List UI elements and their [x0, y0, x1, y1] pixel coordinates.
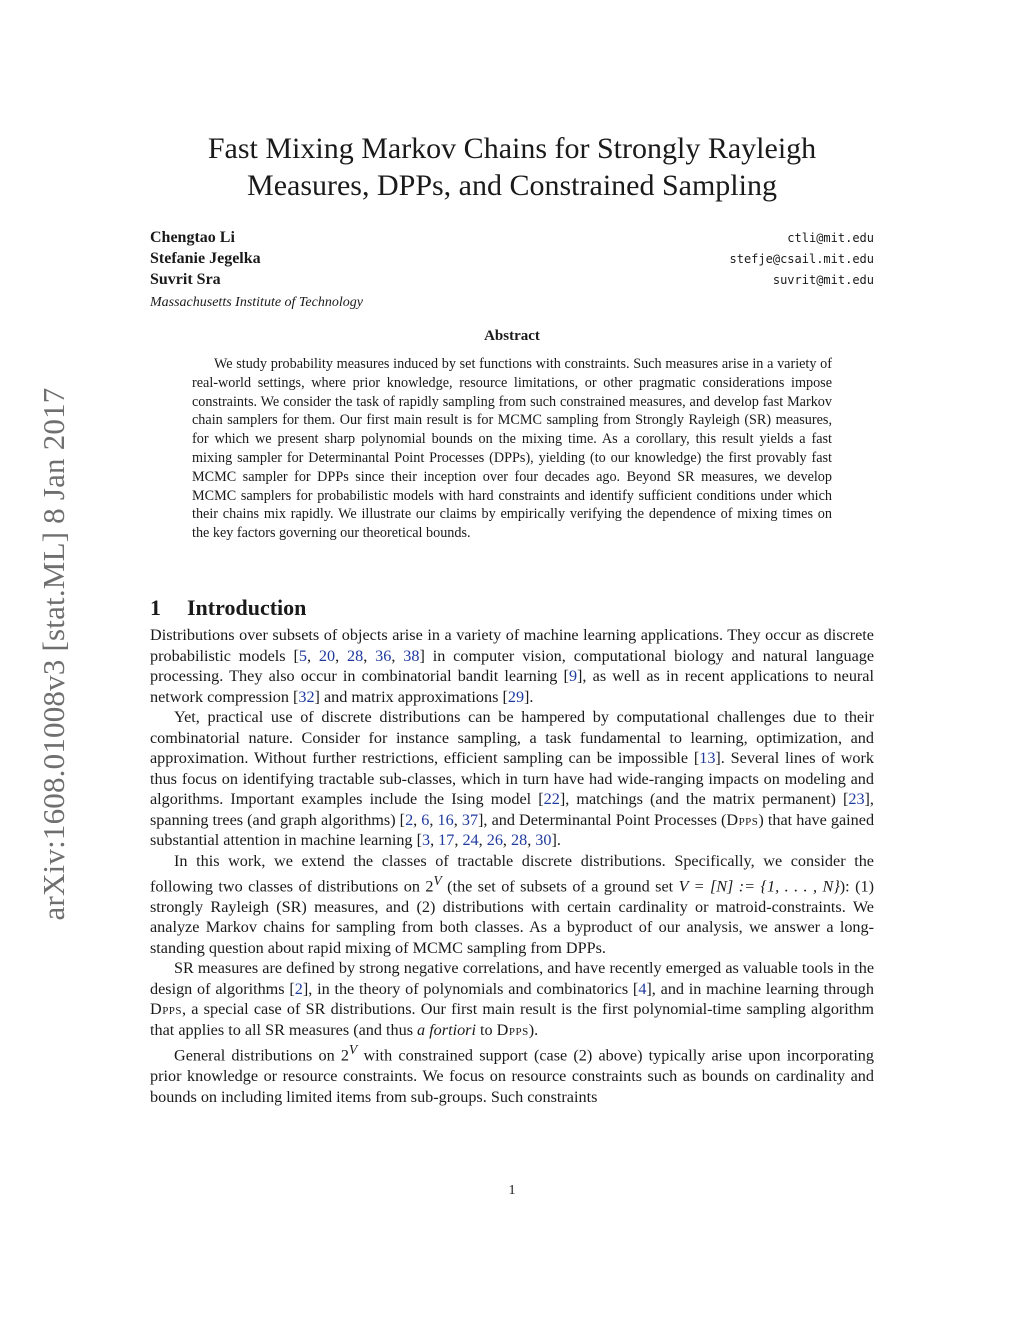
paragraph-1: Distributions over subsets of objects arise in a variety of machine learning applications. They occur as discrete probabilistic models [5, 20, 28, 36, 38] in computer vision, computational biology and natural language processing. They also occur in combinatorial bandit learning [9], as well as in recent applications to neural network compression [32] and matrix approximations [29].	[150, 626, 875, 706]
citation-link[interactable]: 9	[568, 667, 578, 685]
text-run: ): (1) strongly Rayleigh (SR) measures, and (2) distributions with certain cardinality or matroid-constraints. We analyze Markov chains for sampling from both classes. As a byproduct of our analysis, we answer a long-standing question about rapid mixing of MCMC sampling from DPPs.	[150, 877, 874, 957]
section-title: Introduction	[187, 595, 307, 620]
author-email[interactable]: stefje@csail.mit.edu	[729, 252, 874, 266]
citation-link[interactable]: 16	[437, 810, 454, 829]
citation-link[interactable]: 2	[294, 979, 303, 998]
dpps-smallcaps: Dpps	[150, 1000, 183, 1019]
author-email[interactable]: suvrit@mit.edu	[772, 273, 874, 287]
math-superscript: V	[349, 1042, 358, 1058]
citation-link[interactable]: 36	[375, 646, 392, 665]
citation-link[interactable]: 22	[543, 790, 560, 808]
text-run: ]. Several lines of work thus focus on identifying tractable sub-classes, which in turn have had wide-ranging impacts on modeling and algorithms. Important examples include the Ising model [	[150, 749, 874, 808]
title-line-2: Measures, DPPs, and Constrained Sampling	[247, 169, 777, 202]
author-email[interactable]: ctli@mit.edu	[787, 231, 874, 245]
text-run: ], matchings (and the matrix permanent) [	[559, 790, 849, 808]
citation-link[interactable]: 17	[438, 831, 455, 849]
citation-link[interactable]: 5	[298, 646, 307, 665]
dpps-smallcaps: Dpps	[496, 1020, 529, 1039]
paragraph-5	[150, 1040, 874, 1107]
citation-link[interactable]: 13	[699, 749, 716, 767]
citation-link[interactable]: 30	[535, 831, 552, 849]
author-row	[150, 229, 874, 250]
author-name: Stefanie Jegelka	[150, 250, 261, 267]
abstract-heading: Abstract	[484, 328, 540, 344]
citation-link[interactable]: 32	[298, 687, 315, 706]
author-row	[150, 271, 874, 292]
text-run: ).	[528, 1020, 539, 1039]
text-run: ].	[551, 831, 561, 849]
text-run: ], in the theory of polynomials and combinatorics [	[302, 979, 639, 998]
citation-link[interactable]: 38	[403, 646, 420, 665]
affiliation: Massachusetts Institute of Technology	[150, 295, 363, 310]
math-inline: 2	[340, 1046, 350, 1065]
title-line-1: Fast Mixing Markov Chains for Strongly Rayleigh	[207, 132, 817, 165]
citation-link[interactable]: 37	[461, 810, 479, 829]
citation-link[interactable]: 28	[511, 831, 528, 849]
text-run: ], spanning trees (and graph algorithms) [	[150, 790, 874, 829]
text-run: ] and matrix approximations [	[314, 687, 508, 706]
text-run: In this work, we extend the classes of tractable discrete distributions. Specifically, we consider the following two classes of distributions on	[150, 851, 874, 896]
text-run: General distributions on	[174, 1046, 341, 1065]
math-inline: V = [N] := {1, . . . , N}	[678, 877, 840, 896]
text-run: SR measures are defined by strong negative correlations, and have recently emerged as valuable tools in the design of algorithms [	[150, 959, 874, 998]
section-heading-introduction	[150, 594, 874, 622]
author-name: Chengtao Li	[150, 229, 235, 246]
citation-link[interactable]: 20	[318, 646, 336, 665]
introduction-body	[150, 625, 874, 1107]
text-run: , a special case of SR distributions. Our first main result is the first polynomial-time sampling algorithm that applies to all SR measures (and thus	[150, 1000, 874, 1039]
text-run: with constrained support (case (2) above) typically arise upon incorporating prior knowledge or resource constraints. We focus on resource constraints such as bounds on cardinality and bounds on including limited items from sub-groups. Such constraints	[150, 1046, 874, 1106]
citation-link[interactable]: 28	[347, 646, 364, 665]
text-run: ] in computer vision, computational biology and natural language processing. They also occur in combinatorial bandit learning [	[150, 646, 875, 685]
citation-link[interactable]: 23	[848, 790, 865, 808]
text-run: Distributions over subsets of objects arise in a variety of machine learning applications. They occur as discrete probabilistic models [	[150, 626, 874, 665]
text-run: ], as well as in recent applications to neural network compression [	[150, 667, 874, 706]
text-run: to	[475, 1020, 497, 1039]
math-inline: 2	[425, 877, 434, 896]
text-run: (the set of subsets of a ground set	[441, 877, 679, 896]
text-run: ) that have gained substantial attention in machine learning [	[150, 810, 875, 849]
paper-title	[150, 130, 874, 204]
citation-link[interactable]: 6	[421, 810, 430, 829]
author-row	[150, 250, 874, 271]
text-run: ], and Determinantal Point Processes (	[478, 810, 727, 829]
text-run: Yet, practical use of discrete distributions can be hampered by computational challenges due to their combinatorial nature. Consider for instance sampling, a task fundamental to learning, optimization, and approximation. Without further restrictions, efficient sampling can be impossible [	[150, 708, 874, 767]
arxiv-identifier-stamp: arXiv:1608.01008v3 [stat.ML] 8 Jan 2017	[36, 387, 71, 921]
paragraph-4	[150, 958, 874, 1040]
citation-link[interactable]: 4	[638, 979, 647, 998]
author-name: Suvrit Sra	[150, 271, 221, 288]
dpps-smallcaps: Dpps	[726, 810, 759, 829]
citation-link[interactable]: 26	[486, 831, 503, 849]
paragraph-2: Yet, practical use of discrete distributions can be hampered by computational challenges due to their combinatorial nature. Consider for instance sampling, a task fundamental to learning, optimization, and approximation. Without further restrictions, efficient sampling can be impossible [13]. Several lines of work thus focus on identifying tractable sub-classes, which in turn have had wide-ranging impacts on modeling and algorithms. Important examples include the Ising model [22], matchings (and the matrix permanent) [23], spanning trees (and graph algorithms) [2, 6, 16, 37], and Determinantal Point Processes (Dpps) that have gained substantial attention in machine learning [3, 17, 24, 26, 28, 30].	[150, 708, 875, 849]
citation-link[interactable]: 29	[507, 687, 525, 706]
page-number: 1	[508, 1183, 516, 1198]
author-block	[150, 229, 874, 313]
text-run: ].	[524, 687, 534, 706]
citation-link[interactable]: 3	[421, 831, 431, 849]
citation-link[interactable]: 24	[462, 831, 479, 849]
paragraph-3	[150, 851, 874, 959]
citation-link[interactable]: 2	[405, 810, 414, 829]
math-superscript: V	[433, 873, 442, 888]
section-number: 1	[150, 595, 161, 620]
text-run: ], and in machine learning through	[646, 979, 874, 998]
abstract-text: We study probability measures induced by set functions with constraints. Such measures arise in a variety of real-world settings, where prior knowledge, resource limitations, or other pragmatic considerations impose constraints. We consider the task of rapidly sampling from such constrained measures, and develop fast Markov chain samplers for them. Our first main result is for MCMC sampling from Strongly Rayleigh (SR) measures, for which we present sharp polynomial bounds on the mixing time. As a corollary, this result yields a fast mixing sampler for Determinantal Point Processes (DPPs), yielding (to our knowledge) the first provably fast MCMC sampler for DPPs since their inception over four decades ago. Beyond SR measures, we develop MCMC samplers for probabilistic models with hard constraints and identify sufficient conditions under which their chains mix rapidly. We illustrate our claims by empirically verifying the dependence of mixing times on the key factors governing our theoretical bounds.	[192, 356, 832, 542]
italic-phrase: a fortiori	[417, 1020, 476, 1039]
